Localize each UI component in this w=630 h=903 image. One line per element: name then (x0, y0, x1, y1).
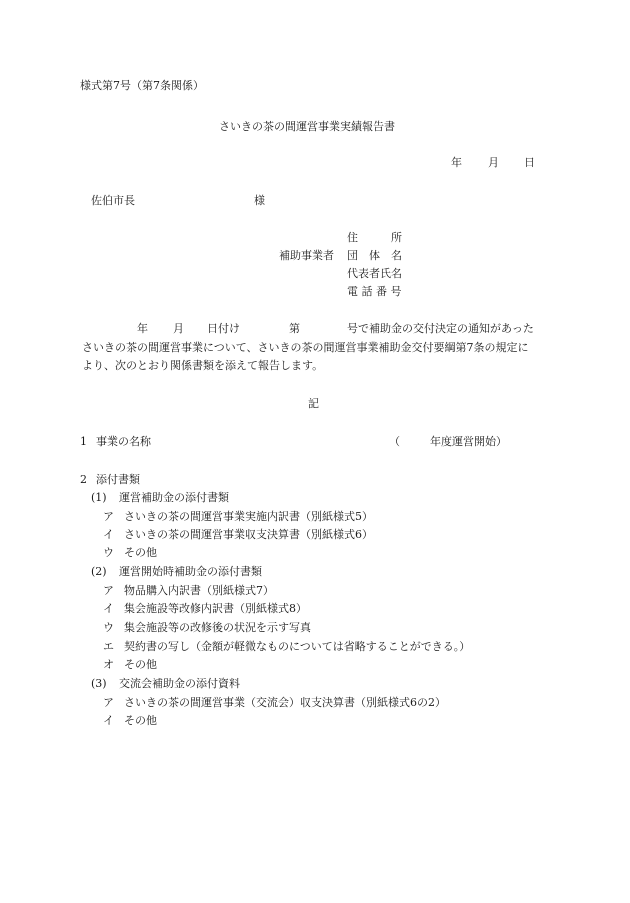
applicant-phone-label: 電 話 番 号 (347, 285, 402, 298)
section1-paren-open: （ (389, 435, 400, 448)
list-item-mark: オ (103, 658, 114, 671)
list-item-mark: ア (103, 510, 114, 523)
list-item-mark: ウ (103, 621, 114, 634)
applicant-representative-label: 代表者氏名 (347, 267, 402, 280)
subsection-number: (1) (91, 491, 107, 504)
date-month-label: 月 (488, 156, 499, 169)
subsection-label: 運営開始時補助金の添付書類 (119, 565, 262, 578)
list-item-mark: ア (103, 696, 114, 709)
section-number: 2 (80, 473, 87, 486)
list-item-mark: エ (103, 640, 114, 653)
applicant-organization-label: 団 体 名 (347, 249, 402, 262)
list-item-text: その他 (124, 546, 157, 559)
list-item-mark: ア (103, 584, 114, 597)
list-item-text: さいきの茶の間運営事業（交流会）収支決算書（別紙様式6の2） (124, 696, 446, 709)
document-title: さいきの茶の間運営事業実績報告書 (219, 120, 395, 133)
ki-heading: 記 (308, 397, 319, 410)
list-item-mark: イ (103, 602, 114, 615)
form-number: 様式第7号（第7条関係） (80, 79, 204, 92)
applicant-address-label: 住 所 (347, 231, 402, 244)
body-year-label: 年 (137, 322, 148, 335)
date-day-label: 日 (524, 156, 535, 169)
list-item-text: さいきの茶の間運営事業実施内訳書（別紙様式5） (124, 510, 373, 523)
list-item-mark: イ (103, 714, 114, 727)
subsection-label: 運営補助金の添付書類 (119, 491, 229, 504)
list-item-text: その他 (124, 658, 157, 671)
list-item-text: 物品購入内訳書（別紙様式7） (124, 584, 274, 597)
list-item-mark: イ (103, 528, 114, 541)
date-year-label: 年 (451, 156, 462, 169)
section-number: 1 (80, 435, 87, 448)
list-item-text: 契約書の写し（金額が軽微なものについては省略することができる。） (124, 640, 471, 653)
subsection-number: (3) (91, 677, 107, 690)
list-item-text: その他 (124, 714, 157, 727)
body-line1-rest: 号で補助金の交付決定の通知があった (347, 322, 534, 335)
list-item-mark: ウ (103, 546, 114, 559)
list-item-text: 集会施設等の改修後の状況を示す写真 (124, 621, 311, 634)
body-line: より、次のとおり関係書類を添えて報告します。 (82, 359, 324, 372)
addressee-honorific: 様 (254, 194, 265, 207)
section-label: 事業の名称 (96, 435, 151, 448)
subsection-label: 交流会補助金の添付資料 (119, 677, 240, 690)
list-item-text: 集会施設等改修内訳書（別紙様式8） (124, 602, 307, 615)
list-item-text: さいきの茶の間運営事業収支決算書（別紙様式6） (124, 528, 373, 541)
body-month-label: 月 (173, 322, 184, 335)
body-line: さいきの茶の間運営事業について、さいきの茶の間運営事業補助金交付要綱第7条の規定に (82, 341, 529, 354)
section-label: 添付書類 (96, 473, 140, 486)
body-dai-label: 第 (289, 322, 300, 335)
addressee-title: 佐伯市長 (91, 194, 135, 207)
subsection-number: (2) (91, 565, 107, 578)
body-dated-label: 日付け (207, 322, 240, 335)
applicant-role-label: 補助事業者 (279, 249, 334, 262)
section1-suffix: 年度運営開始） (430, 435, 507, 448)
